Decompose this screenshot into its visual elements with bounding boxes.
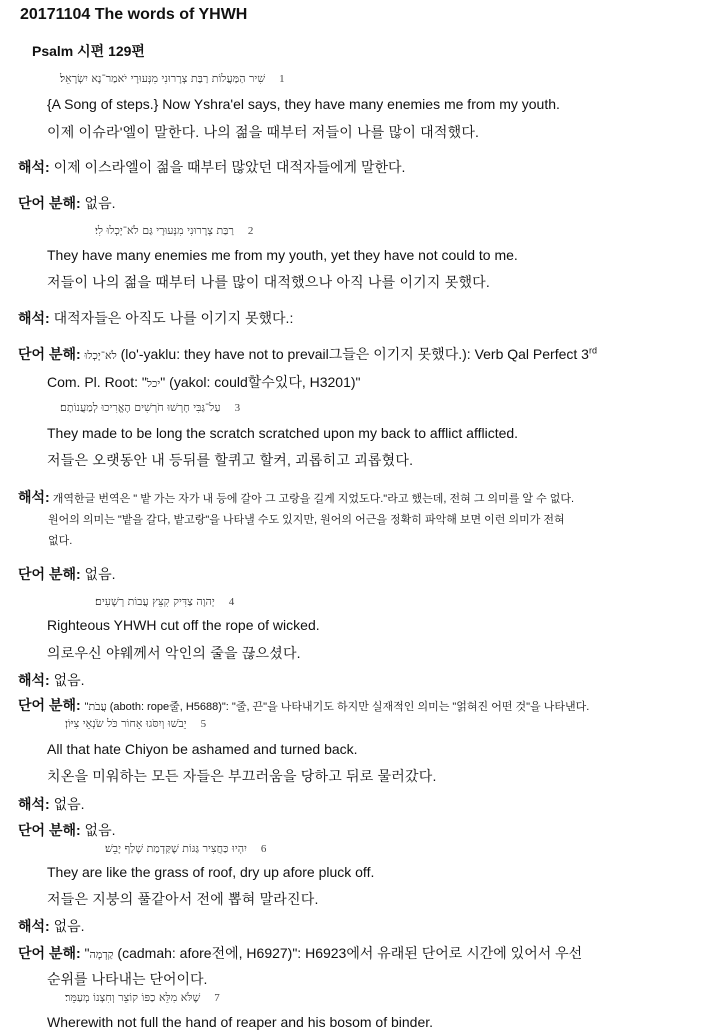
interpretation-1: 해석: 이제 이스라엘이 젊을 때부터 많았던 대적자들에게 말한다. [18,159,406,175]
word-analysis-6-cont: 순위를 나타내는 단어이다. [47,971,208,987]
word-analysis-4: 단어 분해: "עֲבֹת (aboth: rope줄, H5688)": "줄, 끈"을 나타내기도 하지만 실재적인 의미는 "얽혀진 어떤 것"을 나타낸다. [18,697,590,713]
interpretation-4: 해석: 없음. [18,672,85,688]
english-verse-5: All that hate Chiyon be ashamed and turned back. [47,741,358,757]
english-verse-3: They made to be long the scratch scratched upon my back to afflict afflicted. [47,425,519,441]
interpretation-6: 해석: 없음. [18,918,85,934]
hebrew-verse-4: יְהוָה צַדִּיק קִצֵּץ עֲבוֹת רְשָׁעִים׃ 4 [95,595,235,608]
english-verse-1: {A Song of steps.} Now Yshra'el says, they have many enemies me from my youth. [47,96,560,112]
hebrew-verse-5: יֵבֹשׁוּ וְיִסֹּגוּ אָחוֹר כֹּל שֹׂנְאֵי צִיּוֹן׃ 5 [65,717,207,730]
korean-verse-4: 의로우신 야웨께서 악인의 줄을 끊으셨다. [47,645,301,661]
psalm-heading: Psalm 시편 129편 [32,43,145,59]
interpretation-2: 해석: 대적자들은 아직도 나를 이기지 못했다.: [18,310,294,326]
interpretation-3: 해석: 개역한글 번역은 " 밭 가는 자가 내 등에 갈아 그 고랑을 길게 지었도다."라고 했는데, 전혀 그 의미를 알 수 없다. [18,489,575,505]
korean-verse-6: 저들은 지붕의 풀같아서 전에 뽑혀 말라진다. [47,891,319,907]
english-verse-6: They are like the grass of roof, dry up afore pluck off. [47,864,375,880]
hebrew-verse-2: רַבַּת צְרָרוּנִי מִנְּעוּרָי גַּם לֹא־יָכְלוּ לִי׃ 2 [95,224,254,237]
korean-verse-5: 치온을 미워하는 모든 자들은 부끄러움을 당하고 뒤로 물러갔다. [47,768,437,784]
hebrew-verse-7: שֶׁלֹּא מִלֵּא כַפּוֹ קוֹצֵר וְחִצְנוֹ מְעַמֵּר׃ 7 [65,991,220,1004]
hebrew-verse-6: יִהְיוּ כַּחֲצִיר גַּגּוֹת שֶׁקַּדְמַת שָׁלַף יָבֵשׁ׃ 6 [105,842,267,855]
english-verse-2: They have many enemies me from my youth, yet they have not could to me. [47,247,518,263]
english-verse-7: Wherewith not full the hand of reaper and his bosom of binder. [47,1014,434,1030]
word-analysis-2: 단어 분해: לֹא־יָכְלוּ (lo'-yaklu: they have not to prevail그들은 이기지 못했다.): Verb Qal Perfect 3rd [18,345,597,362]
korean-verse-3: 저들은 오랫동안 내 등뒤를 할퀴고 할켜, 괴롭히고 괴롭혔다. [47,452,414,468]
hebrew-verse-3: עַל־גַּבִּי חָרְשׁוּ חֹרְשִׁים הֶאֱרִיכוּ לְמַעֲנוֹתָם׃ 3 [60,401,241,414]
word-analysis-3: 단어 분해: 없음. [18,566,116,582]
english-verse-4: Righteous YHWH cut off the rope of wicked. [47,617,320,633]
korean-verse-2: 저들이 나의 젊을 때부터 나를 많이 대적했으나 아직 나를 이기지 못했다. [47,274,490,290]
word-analysis-5: 단어 분해: 없음. [18,822,116,838]
word-analysis-2-cont: Com. Pl. Root: "יכל" (yakol: could할수있다, H3201)" [47,374,361,390]
interpretation-5: 해석: 없음. [18,796,85,812]
interpretation-3-line-3: 없다. [48,535,73,547]
hebrew-verse-1: שִׁיר הַמַּעֲלוֹת רַבַּת צְרָרוּנִי מִנְּעוּרָי יֹאמַר־נָא יִשְׂרָאֵל׃ 1 [60,72,285,85]
korean-verse-1: 이제 이슈라'엘이 말한다. 나의 젊을 때부터 저들이 나를 많이 대적했다. [47,124,480,140]
interpretation-3-line-2: 원어의 의미는 "밭을 갈다, 밭고랑"을 나타낼 수도 있지만, 원어의 어근을 정확히 파악해 보면 이런 의미가 전혀 [48,514,565,526]
word-analysis-6: 단어 분해: "קַדְמָה (cadmah: afore전에, H6927)": H6923에서 유래된 단어로 시간에 있어서 우선 [18,945,583,961]
word-analysis-1: 단어 분해: 없음. [18,195,116,211]
document-title: 20171104 The words of YHWH [20,6,248,23]
